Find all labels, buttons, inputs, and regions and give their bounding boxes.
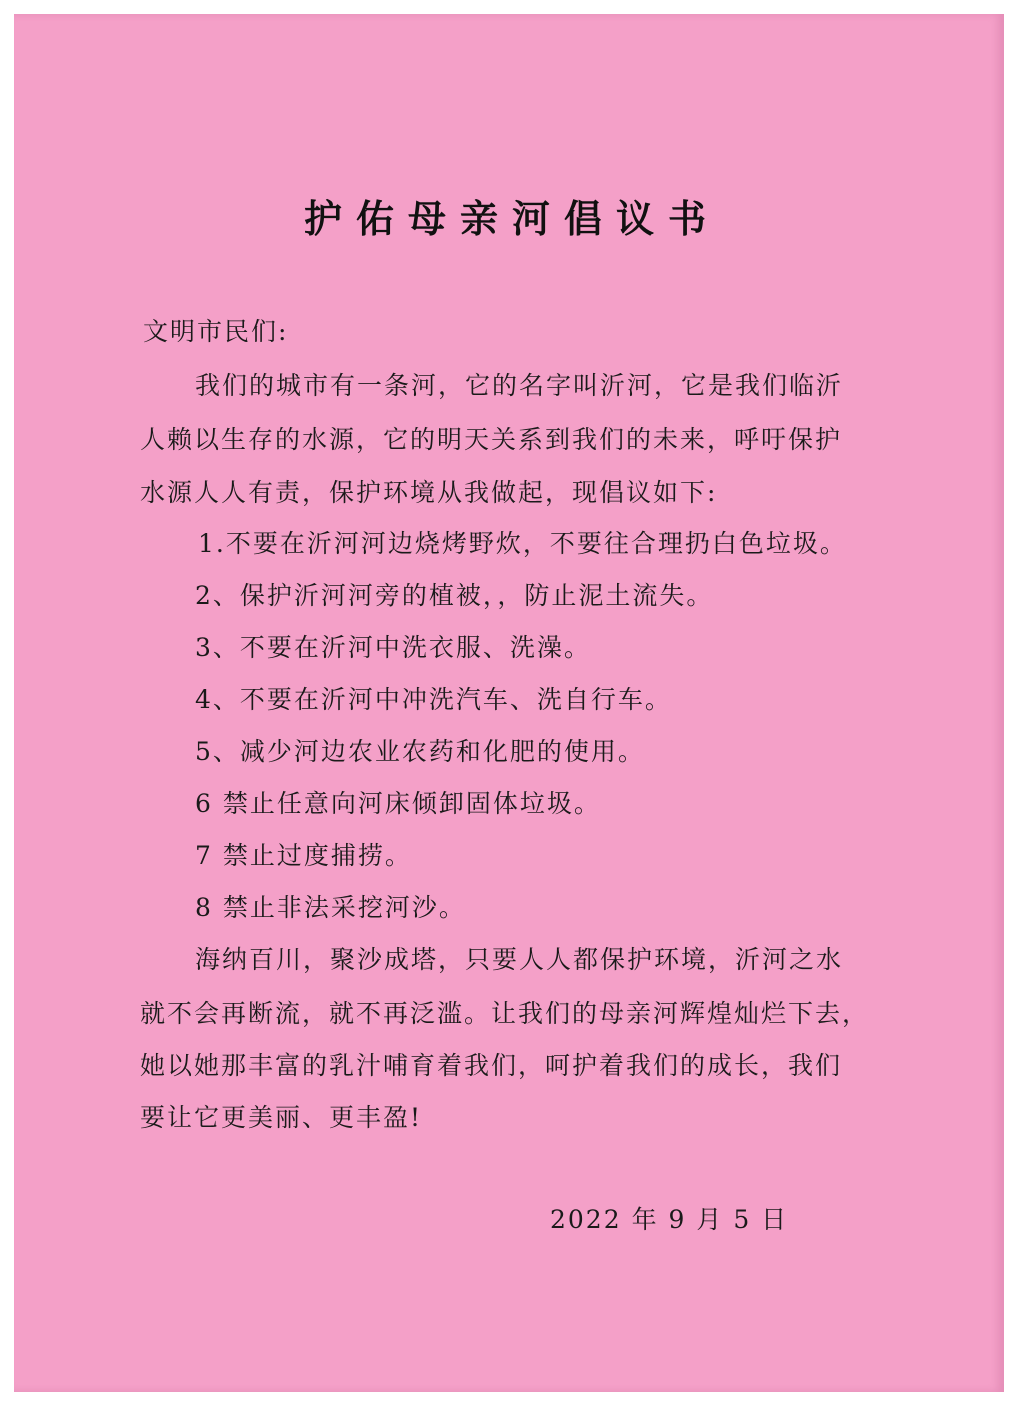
proposal-item-8: 8 禁止非法采挖河沙。 bbox=[195, 893, 466, 922]
document-title: 护佑母亲河倡议书 bbox=[303, 196, 720, 241]
closing-line-3: 她以她那丰富的乳汁哺育着我们，呵护着我们的成长，我们 bbox=[140, 1051, 843, 1080]
proposal-item-3: 3、不要在沂河中洗衣服、洗澡。 bbox=[195, 633, 591, 662]
intro-line-2: 人赖以生存的水源，它的明天关系到我们的未来，呼吁保护 bbox=[140, 425, 843, 454]
intro-line-1: 我们的城市有一条河，它的名字叫沂河，它是我们临沂 bbox=[195, 371, 844, 400]
proposal-item-1: 1.不要在沂河河边烧烤野炊，不要往合理扔白色垃圾。 bbox=[198, 529, 847, 558]
document-date: 2022 年 9 月 5 日 bbox=[550, 1205, 789, 1234]
closing-line-1: 海纳百川，聚沙成塔，只要人人都保护环境，沂河之水 bbox=[195, 945, 844, 974]
proposal-item-5: 5、减少河边农业农药和化肥的使用。 bbox=[195, 737, 645, 766]
intro-line-3: 水源人人有责，保护环境从我做起，现倡议如下: bbox=[140, 478, 718, 507]
salutation: 文明市民们: bbox=[143, 317, 289, 346]
closing-line-4: 要让它更美丽、更丰盈! bbox=[140, 1103, 423, 1132]
closing-line-2: 就不会再断流，就不再泛滥。让我们的母亲河辉煌灿烂下去， bbox=[140, 999, 870, 1028]
proposal-item-2: 2、保护沂河河旁的植被，，防止泥土流失。 bbox=[195, 581, 714, 610]
proposal-item-6: 6 禁止任意向河床倾卸固体垃圾。 bbox=[195, 789, 601, 818]
proposal-item-4: 4、不要在沂河中冲洗汽车、洗自行车。 bbox=[195, 685, 672, 714]
proposal-item-7: 7 禁止过度捕捞。 bbox=[195, 841, 412, 870]
